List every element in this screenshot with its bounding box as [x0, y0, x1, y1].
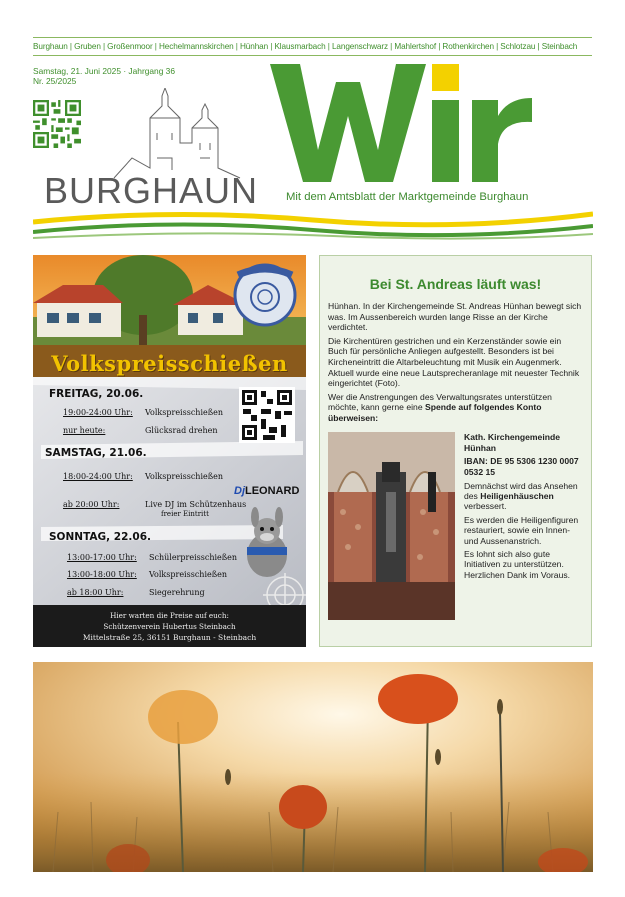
poster-footer-line: Schützenverein Hubertus Steinbach [103, 622, 236, 631]
decorative-waves [33, 206, 593, 242]
poster-dj-prefix: Dj [234, 485, 245, 497]
poster-row-time: 19:00-24:00 Uhr: [63, 408, 133, 417]
poster-row [67, 588, 205, 597]
poster-footer [33, 605, 306, 647]
poster-dj-name: LEONARD [245, 485, 300, 497]
article-text: Demnächst wird das Ansehen des [464, 480, 578, 501]
masthead-subtitle: Mit dem Amtsblatt der Marktgemeinde Burghaun [286, 191, 529, 203]
poster-row [63, 408, 223, 417]
header-rule-top [33, 37, 592, 38]
church-logo-icon [112, 88, 242, 180]
poster-row-time: ab 20:00 Uhr: [63, 500, 120, 509]
poster-row-time: ab 18:00 Uhr: [67, 588, 124, 597]
event-poster [33, 255, 306, 647]
poster-row-time: 13:00-17:00 Uhr: [67, 553, 137, 562]
poster-row-time: 18:00-24:00 Uhr: [63, 472, 133, 481]
poster-row-event: Volkspreisschießen [145, 472, 223, 481]
poster-day-sunday: SONNTAG, 22.06. [49, 531, 152, 543]
article-paragraph: Es werden die Heiligenfiguren restauriert, sowie ein Innen- und Aussenanstrich. [464, 514, 579, 546]
village-list: Burghaun | Gruben | Großenmoor | Hechelmannskirchen | Hünhan | Klausmarbach | Langenschwarz | Mahlertshof | Rothenkirchen | Schlotzau | Steinbach [33, 42, 578, 51]
article-title: Bei St. Andreas läuft was! [369, 276, 542, 292]
article-paragraph: Es lohnt sich also gute Initiativen zu unterstützen. Herzlichen Dank im Voraus. [464, 548, 571, 580]
article-text: Wer die Anstrengungen des Verwaltungsrates unterstützen möchte, kann gerne eine [328, 391, 552, 413]
poster-title: Volkspreisschießen [51, 351, 288, 376]
article-lower [328, 432, 583, 622]
church-interior-photo [328, 432, 455, 620]
poster-day-friday: FREITAG, 20.06. [49, 388, 144, 400]
poster-row-event: Schülerpreisschießen [149, 553, 237, 562]
issue-date: Samstag, 21. Juni 2025 · Jahrgang 36 [33, 66, 176, 76]
poster-row-event: Volkspreisschießen [149, 570, 227, 579]
article-text: verbessert. [464, 501, 507, 512]
town-logo-text: BURGHAUN [44, 170, 259, 211]
poster-row [67, 570, 227, 579]
header-rule-bottom [33, 55, 592, 56]
wir-masthead-logo [270, 58, 570, 188]
poster-row-event: Siegerehrung [149, 588, 205, 597]
church-article [319, 255, 592, 647]
poster-footer-line: Mittelstraße 25, 36151 Burghaun - Steinbach [82, 633, 257, 642]
bank-name: Kath. Kirchengemeinde Hünhan [464, 431, 560, 453]
poster-footer-line: Hier warten die Preise auf euch: [110, 611, 229, 620]
poster-row-time: nur heute: [63, 426, 106, 435]
poster-row-event: Glücksrad drehen [145, 426, 218, 435]
article-paragraph [328, 392, 583, 424]
article-bold-text: Spende auf folgendes Konto überweisen: [328, 402, 542, 423]
poster-day-saturday: SAMSTAG, 21.06. [45, 447, 147, 459]
poster-row-event: Volkspreisschießen [145, 408, 223, 417]
poster-row [63, 472, 223, 481]
poster-row [63, 426, 218, 435]
poster-row-event: Live DJ im Schützenhaus [145, 500, 247, 509]
article-sidebar [464, 432, 586, 581]
article-paragraph: Hünhan. In der Kirchengemeinde St. Andreas Hünhan bewegt sich was. Im Aussenbereich wurden lange Risse an der Kirche verdichtet. [328, 301, 582, 333]
article-paragraph [464, 481, 586, 512]
poppy-field-photo [33, 662, 593, 872]
poster-dj-logo [234, 485, 299, 497]
issue-number: Nr. 25/2025 [33, 76, 77, 86]
poster-row-note: freier Eintritt [161, 510, 209, 518]
qr-code-icon[interactable] [33, 100, 81, 148]
bank-iban[interactable]: IBAN: DE 95 5306 1230 0007 0532 15 [464, 455, 579, 477]
article-bold-text: Heiligenhäuschen [480, 490, 554, 501]
poster-row [63, 500, 246, 509]
article-paragraph: Die Kirchentüren gestrichen und ein Kerzenständer sowie ein Buch für persönliche Anliegen aufgestellt. Besonders ist bei Kircheneintritt die Altarbeleuchtung mit Musik ein Augenmerk. Aktuell wurde eine neue Lautsprecheranlage mit neuester Technik eingerichtet (Foto). [328, 335, 580, 389]
issue-info [33, 66, 175, 86]
poster-row [67, 553, 237, 562]
poster-row-time: 13:00-18:00 Uhr: [67, 570, 137, 579]
